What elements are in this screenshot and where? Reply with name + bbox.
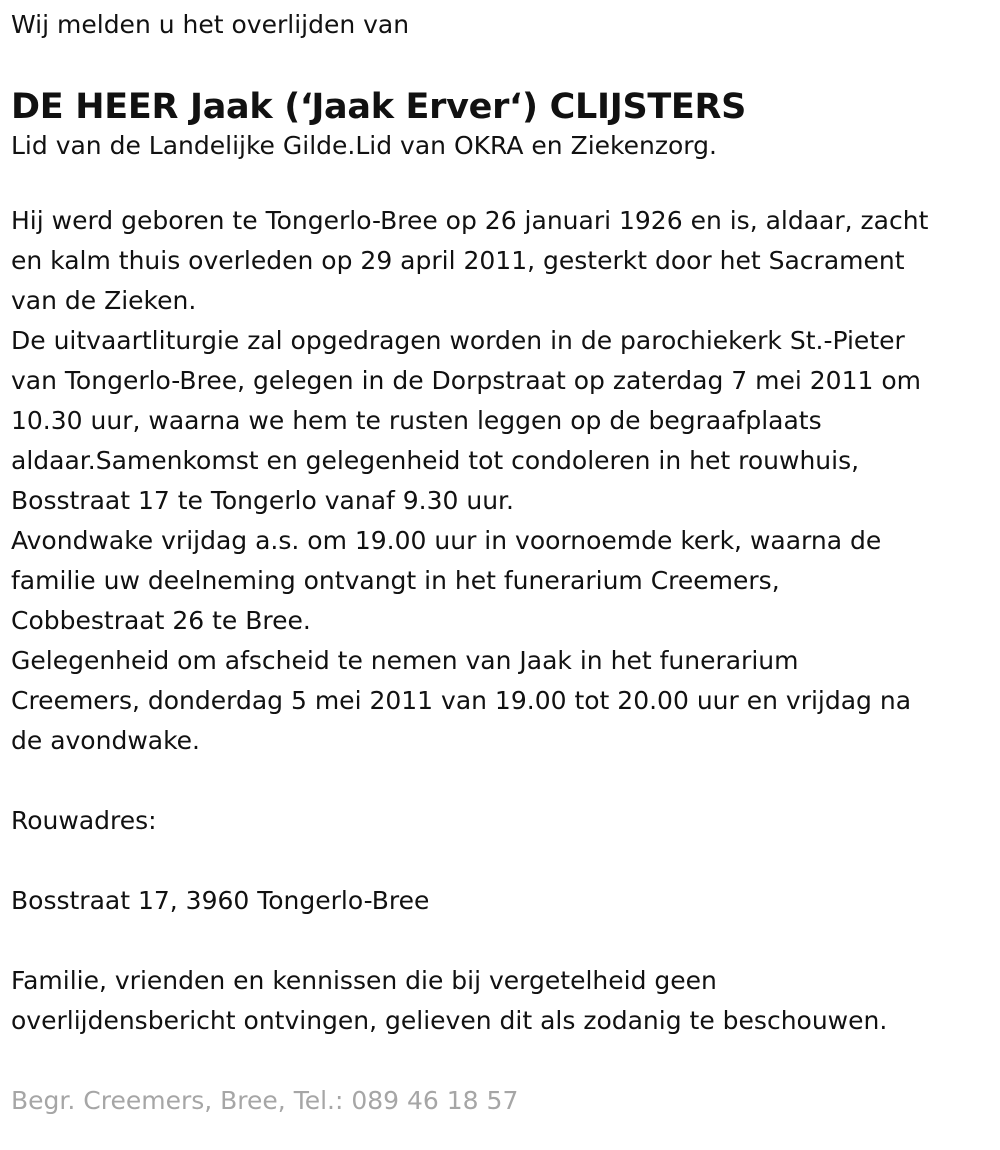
memberships-text: Lid van de Landelijke Gilde.Lid van OKRA en Ziekenzorg. xyxy=(11,131,717,160)
intro-text: Wij melden u het overlijden van xyxy=(11,10,410,39)
vigil-paragraph: Avondwake vrijdag a.s. om 19.00 uur in voornoemde kerk, waarna de familie uw deelneming ontvangt in het funerarium Creemers, Cobbestraat 26 te Bree. xyxy=(11,526,882,635)
address-label: Rouwadres: xyxy=(11,806,157,835)
farewell-paragraph: Gelegenheid om afscheid te nemen van Jaak in het funerarium Creemers, donderdag 5 mei 2011 van 19.00 tot 20.00 uur en vrijdag na de avondwake. xyxy=(11,646,912,755)
funeral-paragraph: De uitvaartliturgie zal opgedragen worden in de parochiekerk St.-Pieter van Tongerlo-Bree, gelegen in de Dorpstraat op zaterdag 7 mei 2011 om 10.30 uur, waarna we hem te rusten leggen op de begraafplaats aldaar.Samenkomst en gelegenheid tot condoleren in het rouwhuis, Bosstraat 17 te Tongerlo vanaf 9.30 uur. xyxy=(11,326,921,515)
address-text: Bosstraat 17, 3960 Tongerlo-Bree xyxy=(11,886,430,915)
birth-death-paragraph: Hij werd geboren te Tongerlo-Bree op 26 januari 1926 en is, aldaar, zacht en kalm thuis overleden op 29 april 2011, gesterkt door het Sacrament van de Zieken. xyxy=(11,206,929,315)
deceased-name: DE HEER Jaak (‘Jaak Erver‘) CLIJSTERS xyxy=(11,87,747,127)
undertaker-footer: Begr. Creemers, Bree, Tel.: 089 46 18 57 xyxy=(11,1086,519,1115)
notice-paragraph: Familie, vrienden en kennissen die bij vergetelheid geen overlijdensbericht ontvingen, gelieven dit als zodanig te beschouwen. xyxy=(11,966,888,1035)
